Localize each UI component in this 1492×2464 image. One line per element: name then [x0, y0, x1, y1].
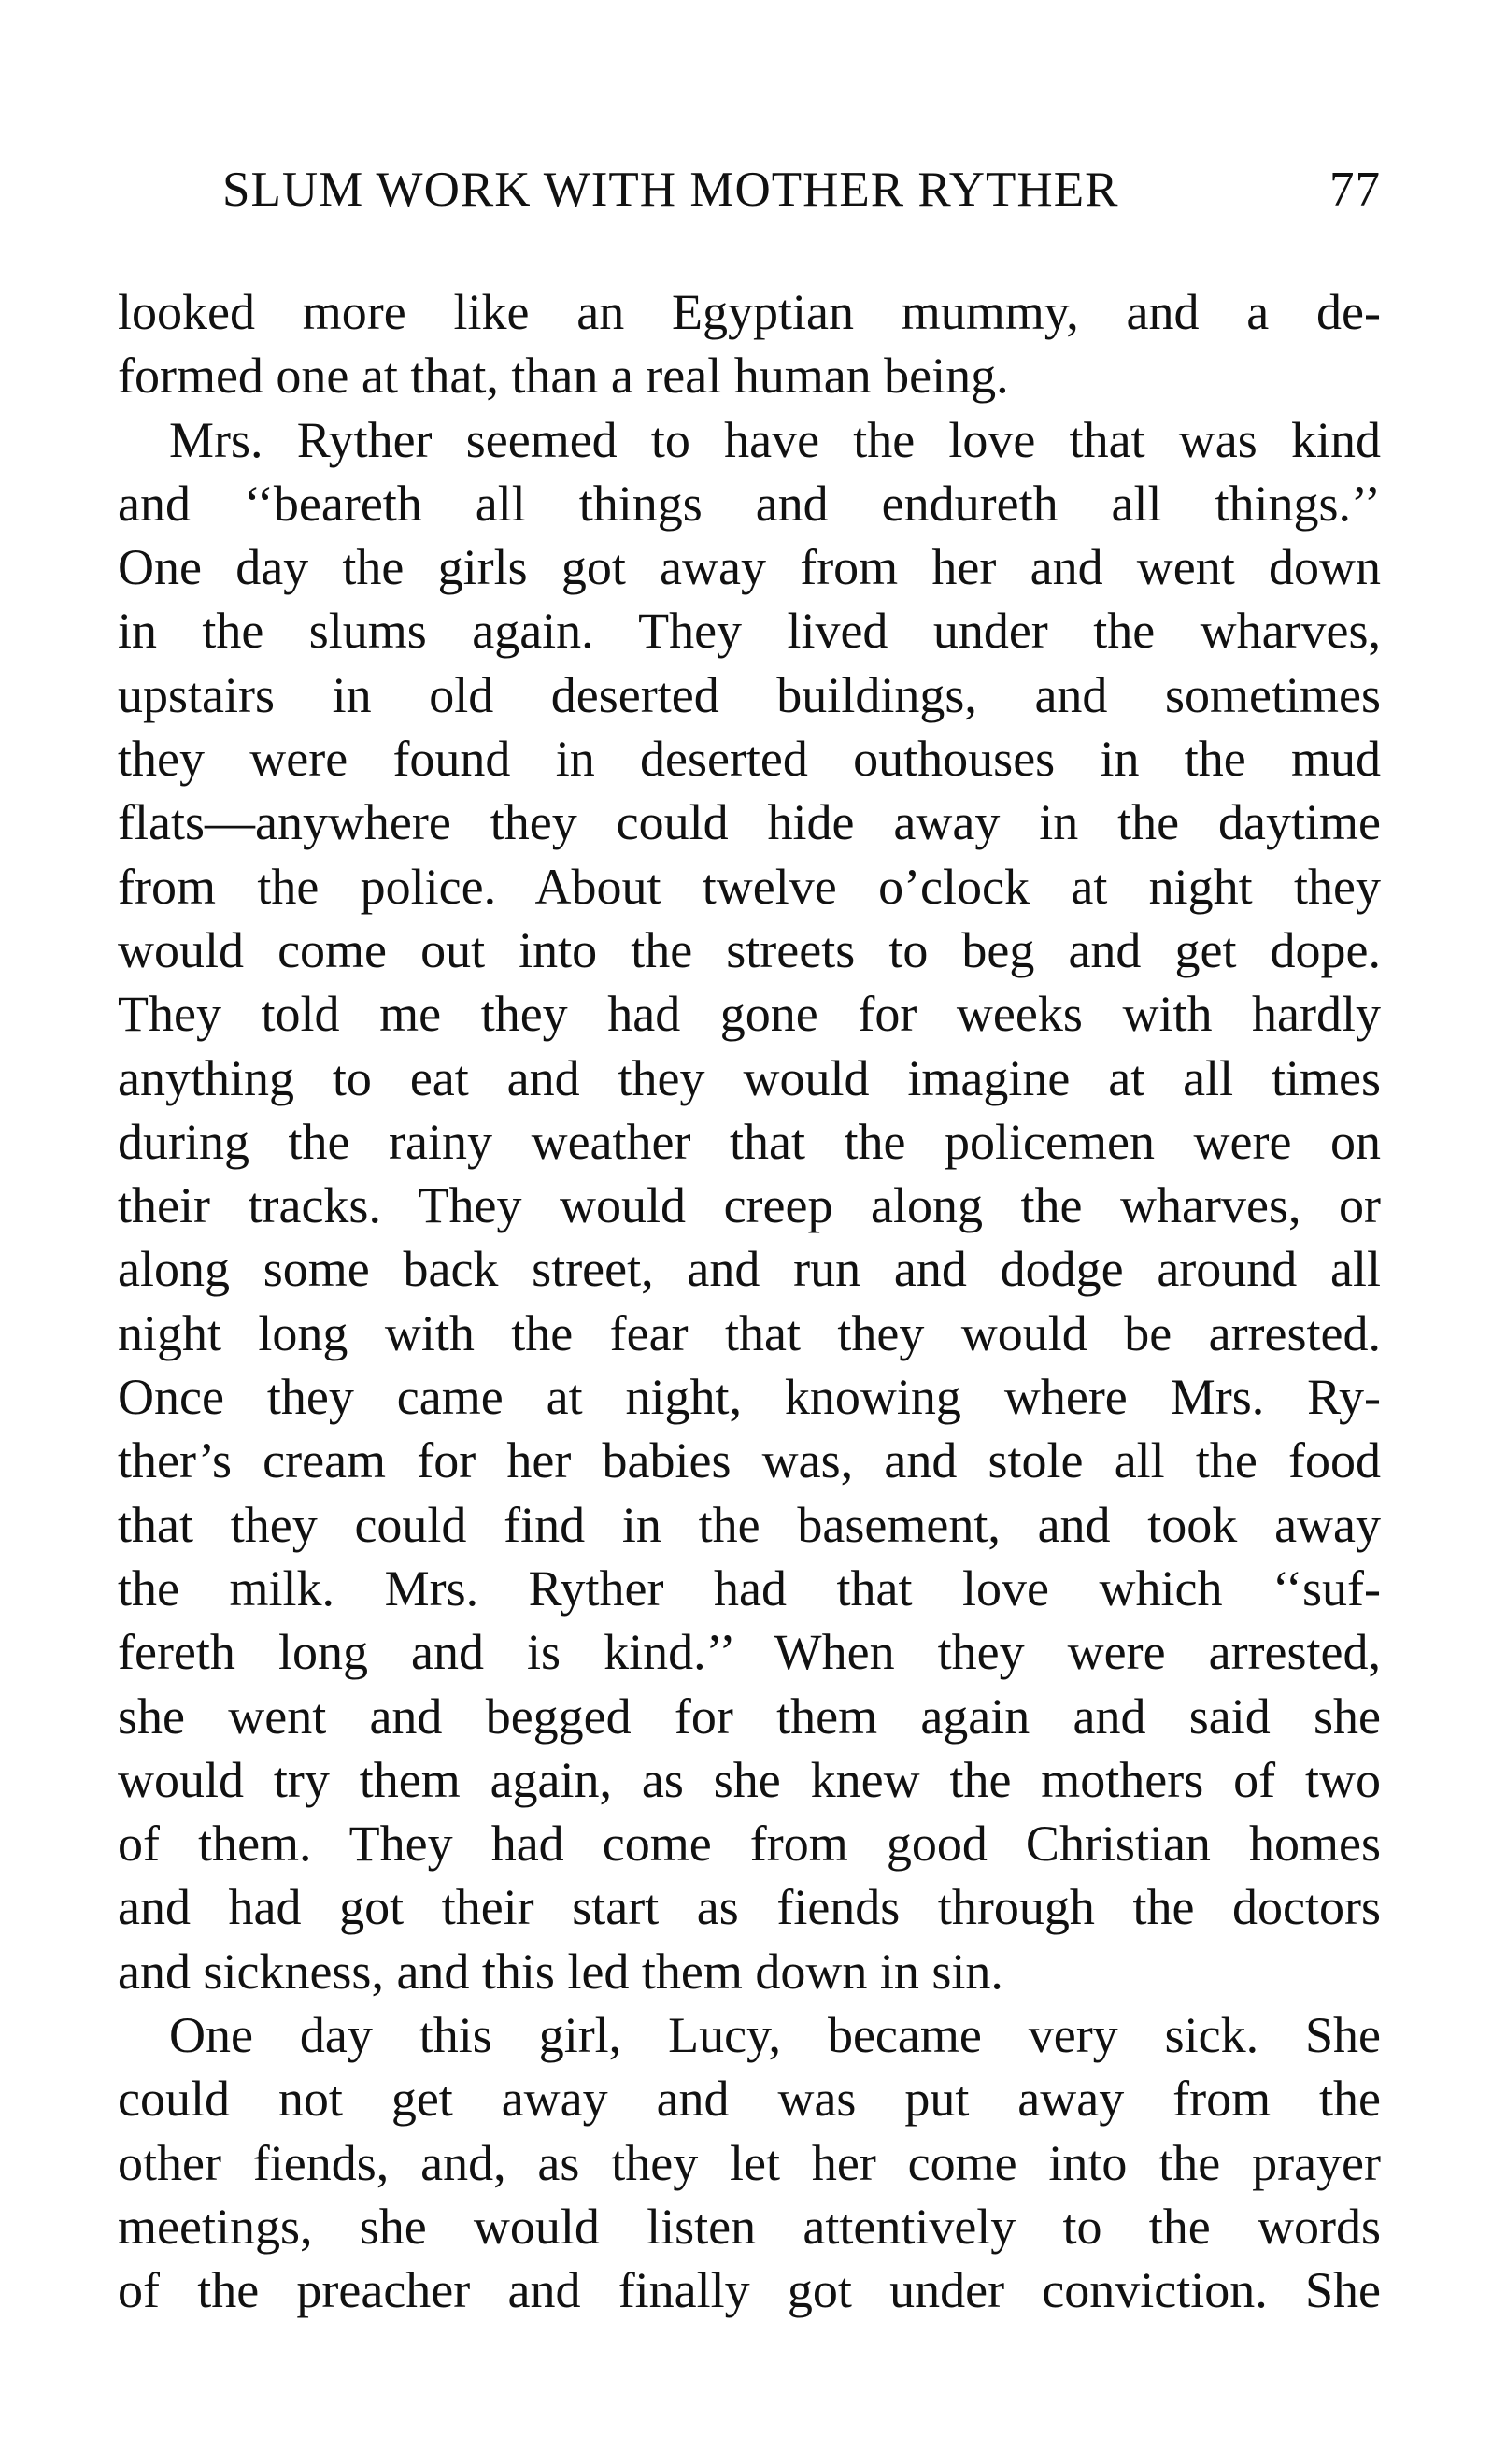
text-line: could not get away and was put away from the [118, 2071, 1381, 2128]
text-line: she went and begged for them again and said she [118, 1688, 1381, 1745]
text-line: looked more like an Egyptian mummy, and a de- [118, 284, 1381, 340]
page-number: 77 [1329, 163, 1381, 217]
text-line: night long with the fear that they would be arrested. [118, 1304, 1381, 1361]
text-line: flats—anywhere they could hide away in the daytime [118, 794, 1381, 851]
text-line: from the police. About twelve o’clock at night they [118, 858, 1381, 915]
text-line: would try them again, as she knew the mothers of two [118, 1751, 1381, 1808]
text-line: other fiends, and, as they let her come into the prayer [118, 2134, 1381, 2191]
text-line: and ‘‘beareth all things and endureth all things.’’ [118, 475, 1381, 532]
text-line: upstairs in old deserted buildings, and sometimes [118, 666, 1381, 723]
text-line: would come out into the streets to beg and get dope. [118, 921, 1381, 978]
text-line: and sickness, and this led them down in sin. [118, 1943, 1003, 2000]
body-text [118, 280, 1381, 2323]
text-line: in the slums again. They lived under the wharves, [118, 603, 1381, 660]
text-line: ther’s cream for her babies was, and stole all the food [118, 1432, 1381, 1489]
text-line: anything to eat and they would imagine at all times [118, 1049, 1381, 1106]
text-line: Once they came at night, knowing where Mrs. Ry- [118, 1369, 1381, 1426]
text-line: They told me they had gone for weeks with hardly [118, 986, 1381, 1043]
text-line: during the rainy weather that the policemen were on [118, 1113, 1381, 1170]
text-line: of the preacher and finally got under conviction. She [118, 2262, 1381, 2319]
text-line: formed one at that, than a real human being. [118, 348, 1009, 405]
text-line: and had got their start as fiends through the doctors [118, 1879, 1381, 1936]
text-line: Mrs. Ryther seemed to have the love that was kind [169, 411, 1381, 468]
text-line: the milk. Mrs. Ryther had that love which ‘‘suf- [118, 1560, 1381, 1617]
text-line: One day this girl, Lucy, became very sick. She [169, 2007, 1381, 2064]
text-line: along some back street, and run and dodge around all [118, 1241, 1381, 1298]
text-line: they were found in deserted outhouses in the mud [118, 731, 1381, 788]
text-line: of them. They had come from good Christian homes [118, 1816, 1381, 1873]
text-line: that they could find in the basement, and took away [118, 1496, 1381, 1553]
text-line: meetings, she would listen attentively to the words [118, 2198, 1381, 2255]
running-title: SLUM WORK WITH MOTHER RYTHER [222, 163, 1119, 217]
running-header [222, 157, 1381, 222]
text-line: their tracks. They would creep along the wharves, or [118, 1177, 1381, 1234]
text-line: fereth long and is kind.’’ When they were arrested, [118, 1624, 1381, 1681]
text-line: One day the girls got away from her and went down [118, 539, 1381, 596]
